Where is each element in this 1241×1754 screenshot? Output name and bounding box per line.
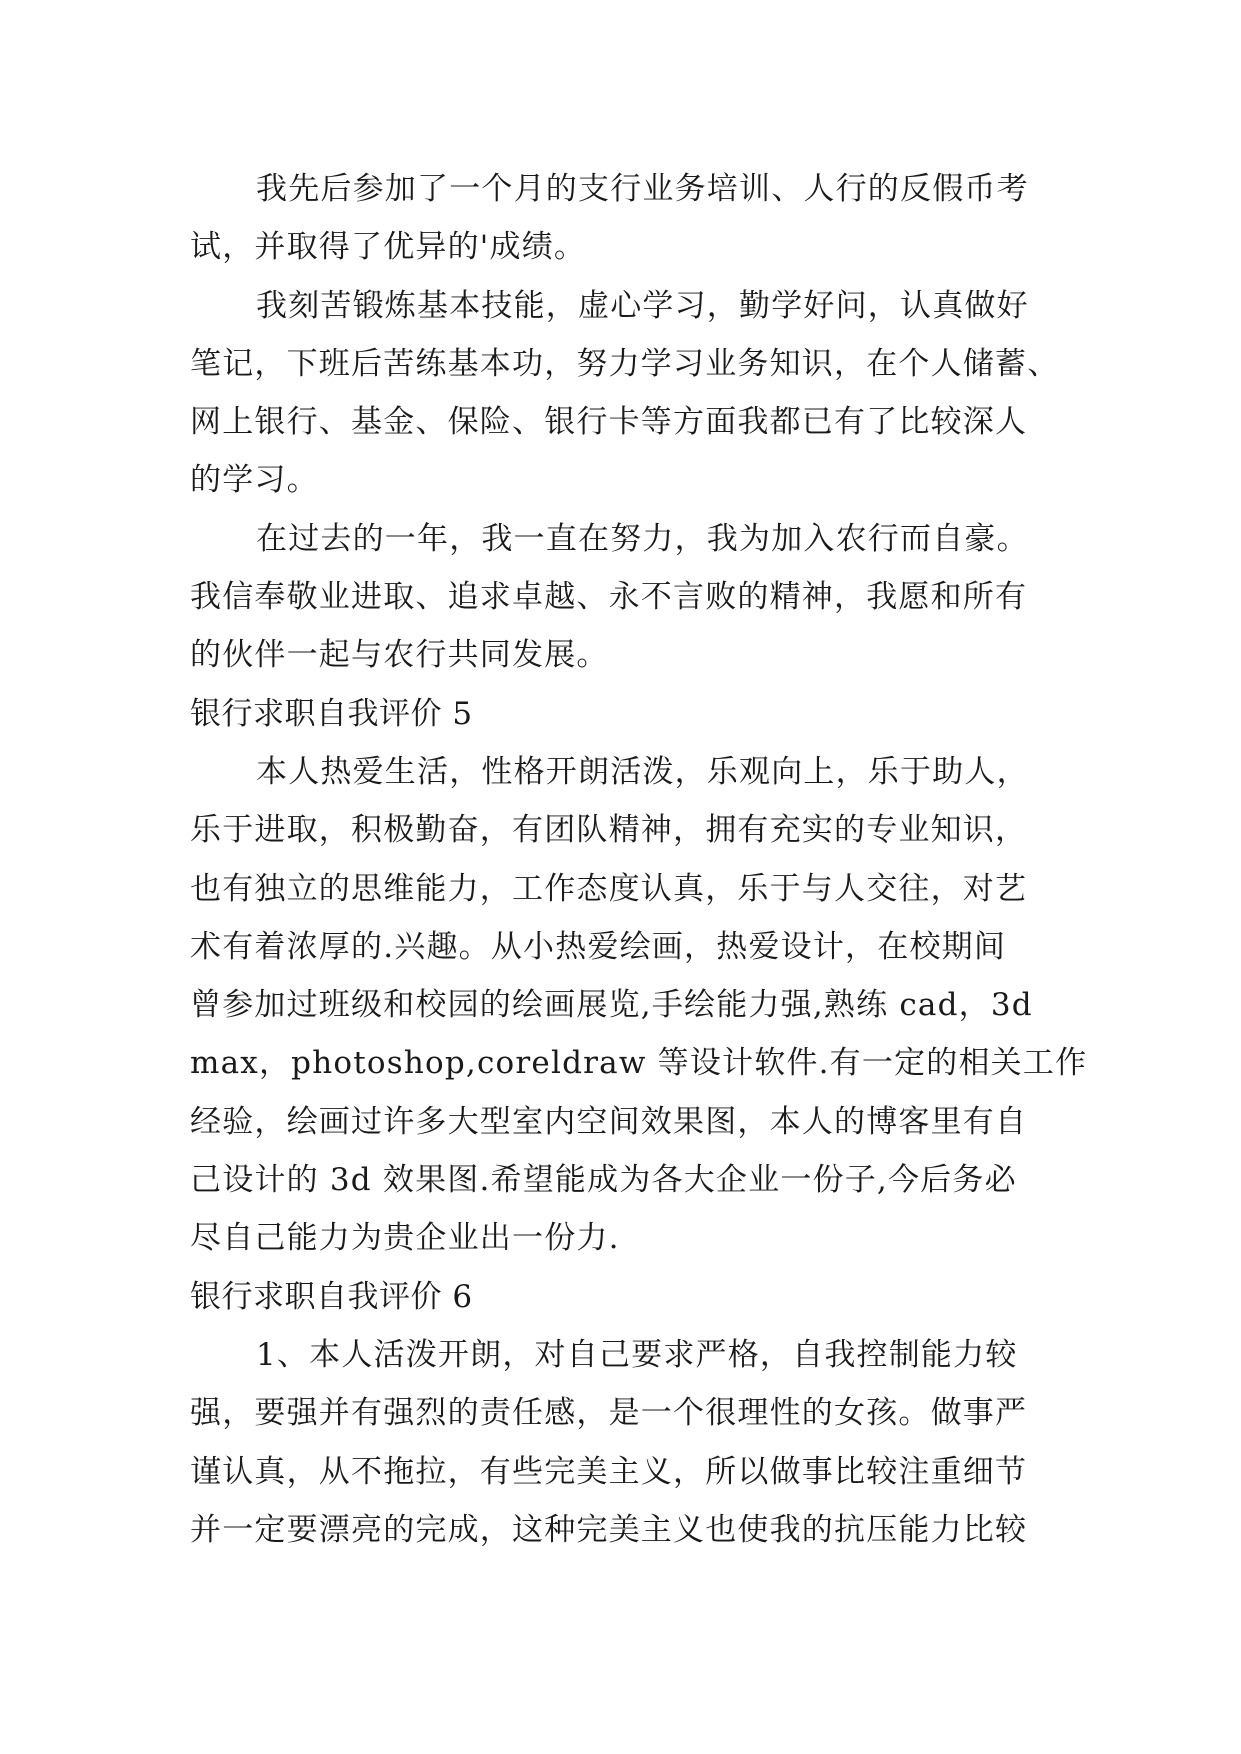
text-line: 曾参加过班级和校园的绘画展览,手绘能力强,熟练 cad，3d xyxy=(190,987,1033,1024)
text-line: 的伙伴一起与农行共同发展。 xyxy=(190,637,609,674)
text-line: 我先后参加了一个月的支行业务培训、人行的反假币考 xyxy=(256,171,1029,207)
document-body xyxy=(190,160,1088,1559)
text-line: 我刻苦锻炼基本技能，虚心学习，勤学好问，认真做好 xyxy=(256,287,1029,324)
text-line: 强，要强并有强烈的责任感，是一个很理性的女孩。做事严 xyxy=(190,1395,1028,1432)
text-line: 乐于进取，积极勤奋，有团队精神，拥有充实的专业知识， xyxy=(190,812,1028,849)
text-line: 笔记，下班后苦练基本功，努力学习业务知识，在个人储蓄、 xyxy=(190,345,1060,382)
section-heading: 银行求职自我评价 5 xyxy=(190,695,473,732)
text-line: 1、本人活泼开朗，对自己要求严格，自我控制能力较 xyxy=(256,1336,1018,1373)
text-line: 经验，绘画过许多大型室内空间效果图，本人的博客里有自 xyxy=(190,1103,1028,1140)
text-line: 我信奉敬业进取、追求卓越、永不言败的精神，我愿和所有 xyxy=(190,579,1028,616)
text-line: 谨认真，从不拖拉，有些完美主义，所以做事比较注重细节 xyxy=(190,1453,1028,1490)
text-line: 的学习。 xyxy=(190,462,319,499)
text-line: 在过去的一年，我一直在努力，我为加入农行而自豪。 xyxy=(256,520,1029,557)
text-line: 网上银行、基金、保险、银行卡等方面我都已有了比较深人 xyxy=(190,404,1028,441)
text-line: max，photoshop,coreldraw 等设计软件.有一定的相关工作 xyxy=(190,1045,1088,1082)
text-line: 试，并取得了优异的'成绩。 xyxy=(190,229,587,266)
section-heading: 银行求职自我评价 6 xyxy=(190,1278,473,1315)
text-line: 己设计的 3d 效果图.希望能成为各大企业一份子,今后务必 xyxy=(190,1162,1017,1199)
text-line: 并一定要漂亮的完成，这种完美主义也使我的抗压能力比较 xyxy=(190,1511,1028,1548)
text-line: 也有独立的思维能力，工作态度认真，乐于与人交往，对艺 xyxy=(190,870,1028,907)
text-line: 尽自己能力为贵企业出一份力. xyxy=(190,1220,620,1257)
text-line: 本人热爱生活，性格开朗活泼，乐观向上，乐于助人， xyxy=(256,753,1029,790)
text-line: 术有着浓厚的.兴趣。从小热爱绘画，热爱设计，在校期间 xyxy=(190,928,1007,965)
